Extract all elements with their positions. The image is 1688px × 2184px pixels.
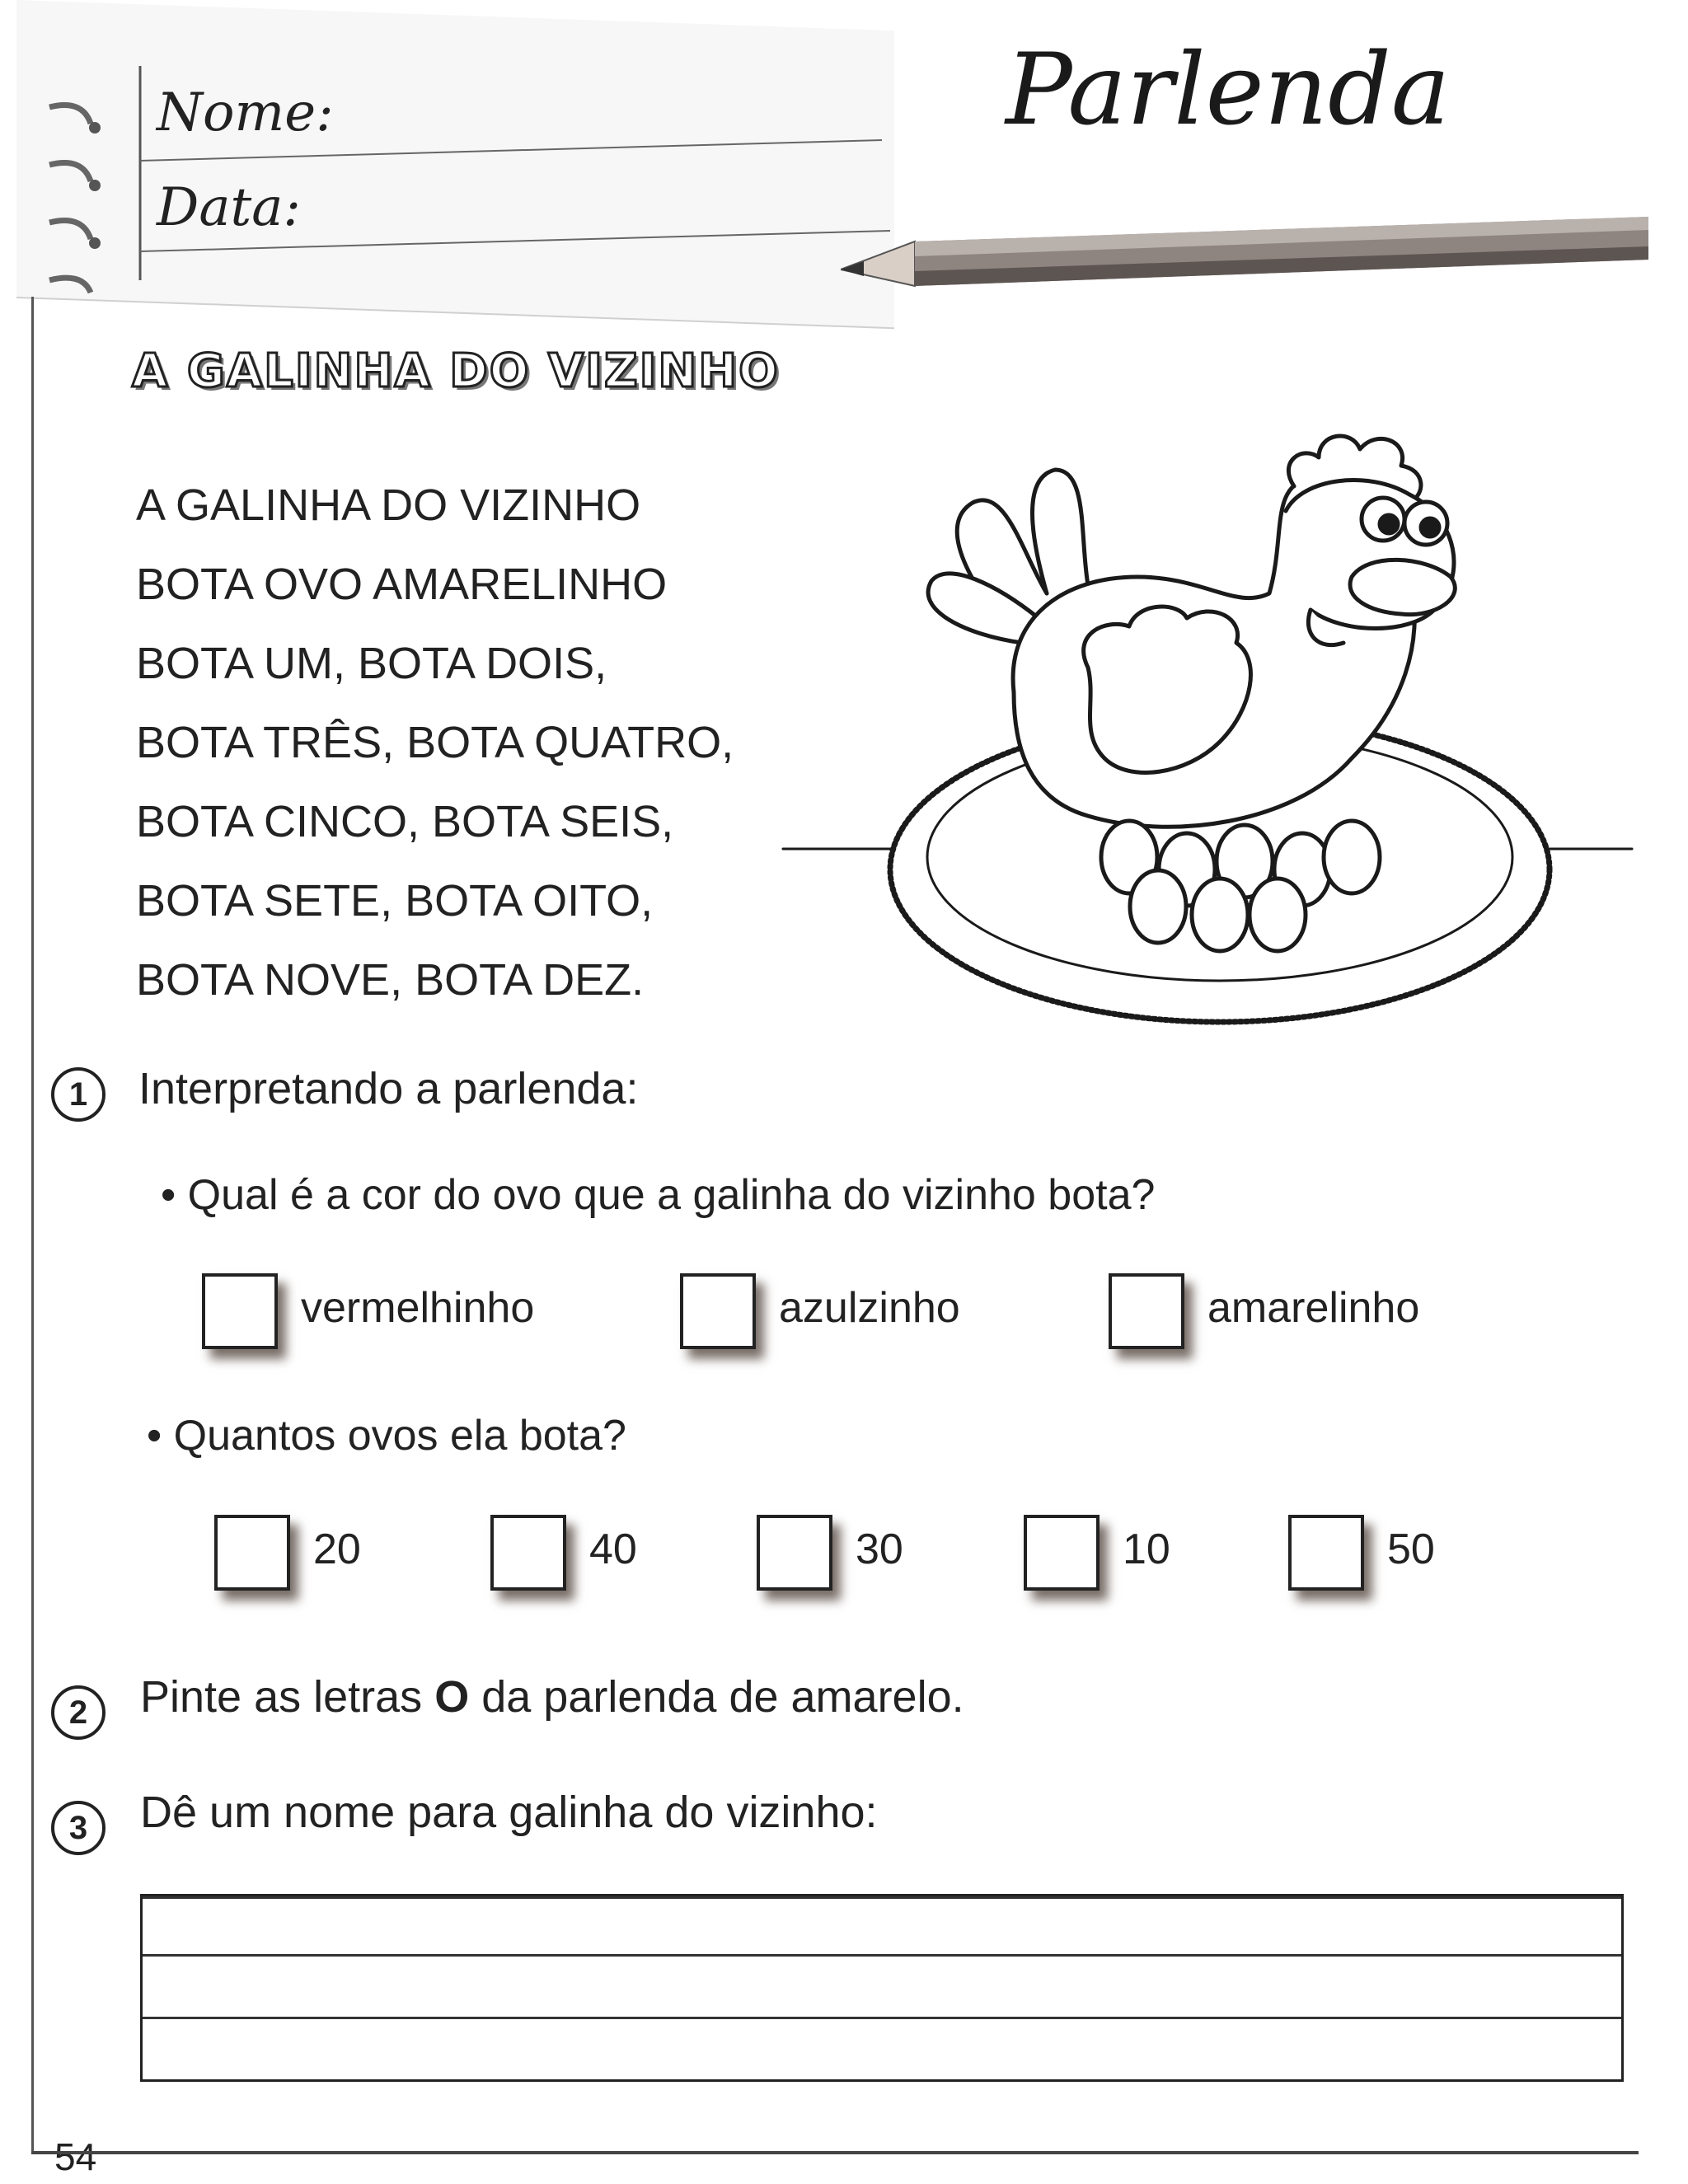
option-count-2 [490, 1515, 637, 1591]
checkbox[interactable] [214, 1515, 290, 1591]
page-border [31, 297, 34, 2151]
question-2-text-before: Pinte as letras [140, 1672, 423, 1722]
question-number-3: 3 [51, 1801, 106, 1855]
poem-title: A GALINHA DO VIZINHO [132, 344, 780, 398]
poem-line: BOTA SETE, BOTA OITO, [136, 876, 654, 926]
checkbox[interactable] [757, 1515, 832, 1591]
poem-line: BOTA NOVE, BOTA DEZ. [136, 955, 645, 1005]
option-label: azulzinho [779, 1284, 960, 1332]
question-2-letter: O [434, 1672, 470, 1722]
date-label: Data: [157, 177, 301, 238]
question-2-text-after: da parlenda de amarelo. [481, 1672, 964, 1722]
option-label: amarelinho [1207, 1284, 1420, 1332]
question-number-2: 2 [51, 1685, 106, 1740]
checkbox[interactable] [1288, 1515, 1364, 1591]
bullet-icon: • [147, 1412, 162, 1460]
poem-line: BOTA TRÊS, BOTA QUATRO, [136, 718, 734, 767]
answer-writing-box[interactable] [140, 1894, 1624, 2082]
question-3-text: Dê um nome para galinha do vizinho: [140, 1788, 878, 1837]
option-label: 30 [856, 1526, 903, 1573]
page-bottom-border [31, 2151, 1639, 2154]
name-label: Nome: [157, 82, 334, 143]
question-number-1: 1 [51, 1067, 106, 1122]
question-1-text: Interpretando a parlenda: [138, 1064, 639, 1113]
poem-line: BOTA UM, BOTA DOIS, [136, 639, 607, 688]
option-count-4 [1024, 1515, 1170, 1591]
poem-line: A GALINHA DO VIZINHO [136, 480, 641, 530]
page-title: Parlenda [1006, 33, 1451, 148]
question-1b-text: Quantos ovos ela bota? [173, 1412, 626, 1460]
writing-line [143, 1954, 1621, 1957]
bullet-icon: • [161, 1171, 176, 1219]
option-count-5 [1288, 1515, 1435, 1591]
checkbox[interactable] [680, 1273, 756, 1349]
question-1b [147, 1411, 626, 1460]
writing-line [143, 2017, 1621, 2019]
writing-line [143, 1896, 1621, 1899]
pencil-icon [841, 210, 1665, 301]
hen-illustration [775, 396, 1648, 1038]
option-label: 40 [589, 1526, 637, 1573]
option-label: vermelhinho [301, 1284, 535, 1332]
question-2-text [140, 1671, 964, 1722]
poem-line: BOTA OVO AMARELINHO [136, 560, 668, 609]
option-color-2 [680, 1273, 960, 1349]
option-label: 50 [1387, 1526, 1435, 1573]
page-number: 54 [54, 2135, 97, 2178]
option-count-3 [757, 1515, 903, 1591]
spiral-binding-icon [33, 82, 132, 297]
checkbox[interactable] [490, 1515, 566, 1591]
question-1a [161, 1170, 1155, 1220]
checkbox[interactable] [202, 1273, 278, 1349]
option-label: 20 [313, 1526, 361, 1573]
checkbox[interactable] [1109, 1273, 1184, 1349]
poem-text [136, 466, 734, 1019]
option-count-1 [214, 1515, 361, 1591]
checkbox[interactable] [1024, 1515, 1100, 1591]
poem-line: BOTA CINCO, BOTA SEIS, [136, 797, 674, 846]
option-label: 10 [1123, 1526, 1170, 1573]
option-color-3 [1109, 1273, 1419, 1349]
question-1a-text: Qual é a cor do ovo que a galinha do vizinho bota? [187, 1171, 1156, 1219]
option-color-1 [202, 1273, 534, 1349]
